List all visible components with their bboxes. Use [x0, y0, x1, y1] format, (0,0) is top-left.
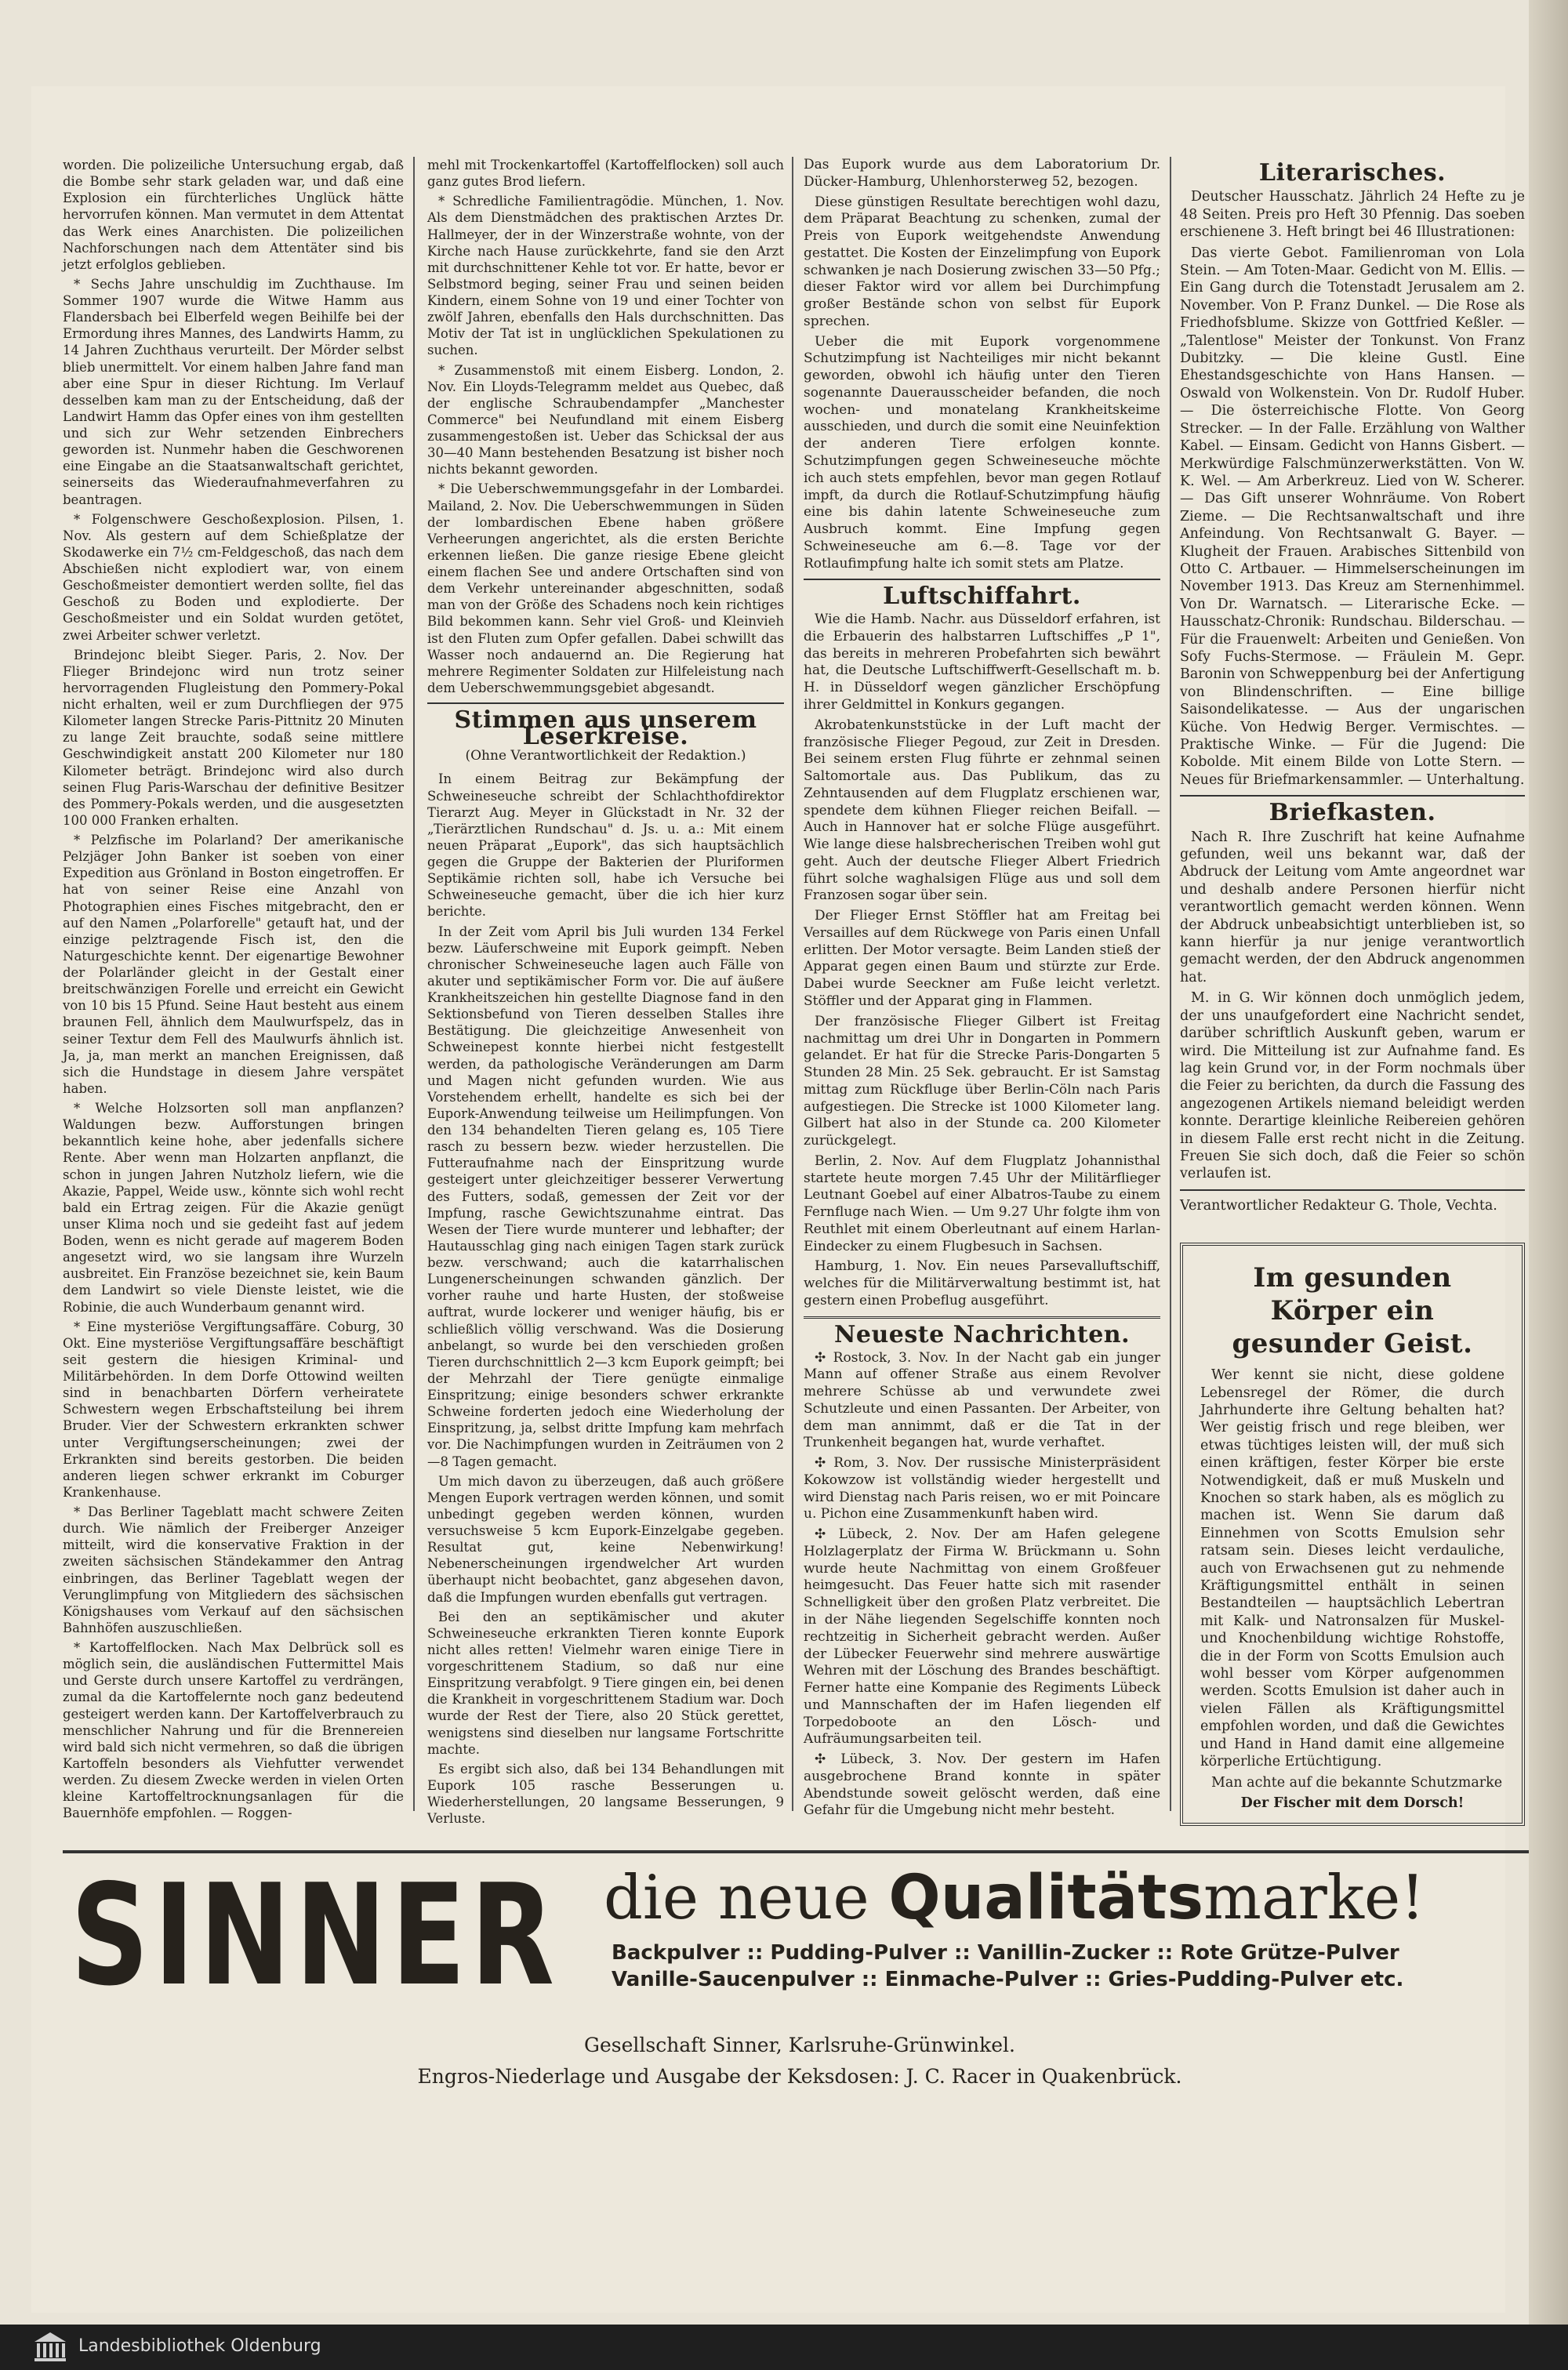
article-paragraph: Nach R. Ihre Zuschrift hat keine Aufnahme gefunden, weil uns bekannt war, daß der Abdruck der Leitung vom Amte angeordnet war und deshalb andere Personen hierfür nicht verantwortlich gemacht werden können. Wenn der Abdruck unbeabsichtigt unterblieben ist, so kann hierfür ja nur jenige verantwortlich gemacht werden, der den Abdruck angenommen hat. [1180, 829, 1525, 985]
advert-brand: SINNER [71, 1854, 560, 2016]
section-rule [804, 579, 1160, 580]
article-paragraph: * Zusammenstoß mit einem Eisberg. London, 2. Nov. Ein Lloyds-Telegramm meldet aus Quebec, daß der englische Schraubendampfer „Manchester Commerce" bei Neufundland mit einem Eisberg zusammengestoßen ist. Ueber das Schicksal der aus 30—40 Mann bestehenden Besatzung ist bisher noch nichts bekannt geworden. [427, 362, 784, 477]
article-paragraph: Der Flieger Ernst Stöffler hat am Freitag bei Versailles auf dem Rückwege von Paris einen Unfall erlitten. Der Motor versagte. Beim Landen stieß der Apparat gegen einen Baum und stürzte zur Erde. Dabei wurde Seeckner am Fuße leicht verletzt. Stöffler und der Apparat ging in Flammen. [804, 908, 1160, 1009]
slogan-suffix: marke! [1203, 1863, 1425, 1933]
article-paragraph: M. in G. Wir können doch unmöglich jedem, der uns unaufgefordert eine Nachricht sendet, darüber schriftlich Auskunft geben, warum er wird. Die Mitteilung ist zur Aufnahme fand. Es lag kein Grund vor, in der Form nochmals über die Feier zu berichten, da durch die Fassung des angezogenen Artikels niemand beleidigt werden konnte. Derartige kleinliche Reibereien gehören in diesem Falle erst recht nicht in die Zeitung. Freuen Sie sich doch, daß die Feier so schön verlaufen ist. [1180, 990, 1525, 1182]
section-heading-literarisches: Literarisches. [1258, 159, 1446, 187]
article-paragraph: Berlin, 2. Nov. Auf dem Flugplatz Johannisthal startete heute morgen 7.45 Uhr der Militärflieger Leutnant Goebel auf einer Albatros-Taube zu einem Fernfluge nach Wien. — Um 9.27 Uhr folgte ihm von Reuthlet mit einem Oberleutnant auf einem Harlan-Eindecker zu einem Flugbesuch in Sachsen. [804, 1152, 1160, 1254]
section-rule [1180, 795, 1525, 797]
article-paragraph: Ueber die mit Eupork vorgenommene Schutzimpfung ist Nachteiliges mir nicht bekannt geworden, obwohl ich häufig unter den Tieren sogenannte Dauerausscheider befanden, die noch wochen- und monatelang Krankheitskeime ausschieden, und durch die somit eine Neuinfektion der anderen Tiere erfolgen konnte. Schutzimpfungen gegen Schweineseuche möchte ich auch stets empfehlen, bevor man gegen Rotlauf impft, da durch die Rotlauf-Schutzimpfung häufig eine bis dahin latente Schweineseuche zum Ausbruch kommt. Eine Impfung gegen Schweineseuche am 6.—8. Tage vor der Rotlaufimpfung halte ich somit stets am Platze. [804, 333, 1160, 572]
article-paragraph: Das vierte Gebot. Familienroman von Lola Stein. — Am Toten-Maar. Gedicht von M. Ellis. — Ein Gang durch die Totenstadt Jerusalem am 2. November. Von P. Franz Dunkel. — Die Rose als Friedhofsblume. Skizze von Gottfried Keßler. — „Talentlose" Meister der Tonkunst. Von Franz Dubitzky. — Die kleine Gustl. Eine Ehestandsgeschichte von Hans Hansen. — Oswald von Wolkenstein. Von Dr. Rudolf Huber. — Die österreichische Flotte. Von Georg Strecker. — In der Falle. Erzählung von Walther Kabel. — Einsam. Gedicht von Hanns Gisbert. — Merkwürdige Falschmünzerwerkstätten. Von W. K. Wel. — Am Arberkreuz. Lied von W. Scherer. — Das Gift unserer Wohnräume. Von Robert Zieme. — Die Rechtsanwaltschaft und ihre Anfeindung. Von Rechtsanwalt G. Bayer. — Klugheit der Frauen. Arabisches Sittenbild von Otto C. Artbauer. — Himmelserscheinungen im November 1913. Das Kreuz am Sternenhimmel. Von Dr. Warnatsch. — Literarische Ecke. — Hausschatz-Chronik: Rundschau. Bilderschau. — Für die Frauenwelt: Arbeiten und Genießen. Von Sofy Fuchs-Stermose. — Fräulein M. Gepr. Baronin von Schweppenburg bei der Anfertigung von Blindenschriften. — Eine billige Saisondelikatesse. — Aus der ungarischen Küche. Von Hedwig Berger. Vermischtes. — Praktische Winke. — Für die Jugend: Die Kobolde. Mit einem Bilde von Lotte Stern. — Neues für Briefmarkensammler. — Unterhaltung. [1180, 245, 1525, 788]
article-paragraph: * Die Ueberschwemmungsgefahr in der Lombardei. Mailand, 2. Nov. Die Ueberschwemmungen in Süden der lombardischen Ebene haben größere Verheerungen angerichtet, als die ersten Berichte erkennen ließen. Die ganze riesige Ebene gleicht einem flachen See und andere Ortschaften sind von dem Verkehr untereinander abgeschnitten, sodaß man von der Größe des Schadens noch kein richtiges Bild bekommen kann. Sehr viel Groß- und Kleinvieh ist den Fluten zum Opfer gefallen. Dabei schwillt das Wasser noch andauernd an. Die Regierung hat mehrere Regimenter Soldaten zur Hilfeleistung nach dem Ueberschwemmungsgebiet abgesandt. [427, 481, 784, 695]
article-paragraph: Um mich davon zu überzeugen, daß auch größere Mengen Eupork vertragen werden können, und somit unbedingt gegeben werden können, wurden versuchsweise 5 kcm Eupork-Einzelgabe gegeben. Resultat gut, keine Nebenwirkung! Nebenerscheinungen irgendwelcher Art wurden überhaupt nicht beobachtet, ganz abgesehen davon, daß die Impfungen wurden ebenfalls gut vertragen. [427, 1473, 784, 1605]
article-paragraph: mehl mit Trockenkartoffel (Kartoffelflocken) soll auch ganz gutes Brod liefern. [427, 158, 784, 190]
article-paragraph: Der französische Flieger Gilbert ist Freitag nachmittag um drei Uhr in Dongarten in Pommern gelandet. Er hat für die Strecke Paris-Dongarten 5 Stunden 28 Min. 25 Sek. gebraucht. Er ist Samstag mittag zum Rückfluge über Berlin-Cöln nach Paris aufgestiegen. Die Strecke ist 1000 Kilometer lang. Gilbert hat also in der Stunde ca. 200 Kilometer zurückgelegt. [804, 1013, 1160, 1149]
article-paragraph: Deutscher Hausschatz. Jährlich 24 Hefte zu je 48 Seiten. Preis pro Heft 30 Pfennig. Das soeben erschienene 3. Heft bringt bei 46 Illustrationen: [1180, 189, 1525, 241]
section-rule [427, 702, 784, 704]
section-heading-stimmen: Stimmen aus unserem Leserkreise. [454, 706, 757, 751]
section-rule [804, 1316, 1160, 1319]
article-paragraph: * Folgenschwere Geschoßexplosion. Pilsen, 1. Nov. Als gestern auf dem Schießplatze der Skodawerke ein 7½ cm-Feldgeschoß, das nach dem Abschießen nicht explodiert war, von einem Geschoßmeister demontiert werden sollte, fiel das Geschoß zu Boden und explodierte. Der Geschoßmeister und ein Soldat wurden getötet, zwei Arbeiter schwer verletzt. [63, 511, 404, 643]
editor-line: Verantwortlicher Redakteur G. Thole, Vechta. [1180, 1197, 1497, 1214]
section-note: (Ohne Verantwortlichkeit der Redaktion.) [465, 748, 746, 764]
advert-paragraph: Wer kennt sie nicht, diese goldene Lebensregel der Römer, die durch Jahrhunderte ihre Geltung behalten hat? Wer geistig frisch und rege bleiben, wer etwas tüchtiges leisten will, der muß sich einen kräftigen, fester Körper bie erste Notwendigkeit, daß er muß Muskeln und Knochen so stark haben, als es möglich zu machen ist. Wenn Sie darum daß Einnehmen von Scotts Emulsion sehr ratsam sein. Dieses leicht verdauliche, auch von Erwachsenen gut zu nehmende Kräftigungsmittel enthält in seinen Bestandteilen — hauptsächlich Lebertran mit Kalk- und Natronsalzen für Muskel- und Knochenbildung wichtige Rohstoffe, die in der Form von Scotts Emulsion auch wohl besser vom Körper aufgenommen werden. Scotts Emulsion ist daher auch in vielen Fällen als Kräftigungsmittel empfohlen worden, und daß die Gewichtes und Hand in Hand damit eine allgemeine körperliche Ertüchtigung. [1200, 1367, 1504, 1770]
news-item: ✣ Rom, 3. Nov. Der russische Ministerpräsident Kokowzow ist vollständig wieder hergestellt und wird Dienstag nach Paris reisen, wo er mit Poincare u. Pichon eine Zusammenkunft haben wird. [804, 1455, 1160, 1523]
library-name: Landesbibliothek Oldenburg [78, 2336, 321, 2356]
article-paragraph: Das Eupork wurde aus dem Laboratorium Dr. Dücker-Hamburg, Uhlenhorsterweg 52, bezogen. [804, 157, 1160, 190]
article-paragraph: Brindejonc bleibt Sieger. Paris, 2. Nov. Der Flieger Brindejonc wird nun trotz seiner hervorragenden Flugleistung den Pommery-Pokal nicht erhalten, weil er zum Durchfliegen der 975 Kilometer langen Strecke Paris-Pittnitz 20 Minuten zu lange Zeit brauchte, sodaß seine mittlere Geschwindigkeit anstatt 200 Kilometer nur 180 Kilometer beträgt. Brindejonc wird also durch seinen Flug Paris-Warschau der definitive Besitzer des Pommery-Pokals werden, und die ausgesetzten 100 000 Franken erhalten. [63, 647, 404, 828]
newspaper-page [31, 86, 1525, 2313]
article-paragraph: Diese günstigen Resultate berechtigen wohl dazu, dem Präparat Beachtung zu schenken, zumal der Preis von Eupork weitgehendste Anwendung gestattet. Die Kosten der Einzelimpfung von Eupork schwanken je nach Dosierung zwischen 33—50 Pfg.; dieser Faktor wird vor allem bei Durchimpfung großer Bestände schon von selbst für Eupork sprechen. [804, 194, 1160, 329]
page-fold-shadow [1529, 0, 1568, 2370]
library-footer [0, 2325, 1568, 2370]
article-paragraph: * Welche Holzsorten soll man anpflanzen? Waldungen bezw. Aufforstungen bringen bekanntlich keine hohe, aber jedenfalls sichere Rente. Aber wenn man Holzarten anpflanzt, die schon in jungen Jahren Nutzholz liefern, wie die Akazie, Pappel, Weide usw., könnte sich wohl recht bald ein Ertrag zeigen. Für die Akazie genügt unser Klima noch und sie gedeiht fast auf jedem Boden, wenn es nicht gerade auf magerem Boden angesetzt wird, wo sie langsam ihre Wurzeln ausbreitet. Ein Französe bezeichnet sie, kein Baum dem Landwirt so viele Dienste leistet, wie die Robinie, die auch Wunderbaum genannt wird. [63, 1101, 404, 1315]
article-paragraph: Wie die Hamb. Nachr. aus Düsseldorf erfahren, ist die Erbauerin des halbstarren Luftschiffes „P 1", das bereits in mehreren Probefahrten sich bewährt hat, die Deutsche Luftschiffwerft-Gesellschaft m. b. H. in Düsseldorf wegen gänzlicher Erschöpfung ihrer Geldmittel in Konkurs gegangen. [804, 612, 1160, 713]
section-heading-luftschiffahrt: Luftschiffahrt. [883, 583, 1081, 611]
column-2 [427, 157, 784, 1830]
products-line: Vanille-Saucenpulver :: Einmache-Pulver :: Gries-Pudding-Pulver etc. [612, 1968, 1404, 1991]
article-paragraph: * Das Berliner Tageblatt macht schwere Zeiten durch. Wie nämlich der Freiberger Anzeiger mitteilt, wird die konservative Fraktion in der zweiten sächsischen Ständekammer den Antrag einbringen, das Berliner Tageblatt wegen der Verunglimpfung von Mitgliedern des sächsischen Königshauses vom Verkauf auf den sächsischen Bahnhöfen auszuschließen. [63, 1504, 404, 1635]
advert-trademark: Der Fischer mit dem Dorsch! [1240, 1795, 1465, 1811]
advert-heading: Im gesunden Körper ein gesunder Geist. [1232, 1262, 1473, 1360]
article-paragraph: Akrobatenkunststücke in der Luft macht der französische Flieger Pegoud, zur Zeit in Dresden. Bei seinem ersten Flug führte er zehnmal seinen Saltomortale aus. Das Publikum, das zu Zehntausenden auf dem Flugplatz erschienen war, spendete dem kühnen Flieger reichen Beifall. — Auch in Hannover hat er solche Flüge ausgeführt. Wie lange diese halsbrecherischen Treiben wohl gut geht. Auch der deutsche Flieger Albert Friedrich führt solche waghalsigen Flüge aus und soll dem Franzosen sogar über sein. [804, 717, 1160, 904]
article-paragraph: * Pelzfische im Polarland? Der amerikanische Pelzjäger John Banker ist soeben von einer Expedition aus Grönland in Boston eingetroffen. Er hat von seiner Reise eine Anzahl von Photographien eines Fisches mitgebracht, den er auf den Namen „Polarforelle" getauft hat, und der einzige pelztragende Fisch ist, den die Naturgeschichte kennt. Der eigenartige Bewohner der Polarländer gleicht in der Gestalt einer breitschwänzigen Forelle und erreicht ein Gewicht von 10 bis 15 Pfund. Seine Haut besteht aus einem braunen Fell, ähnlich dem Maulwurfspelz, das in seiner Textur dem Fell des Maulwurfs ähnlich ist. Ja, ja, man merkt an manchen Ereignissen, daß sich die Hundstage in diesem Jahre verspätet haben. [63, 833, 404, 1096]
column-3 [804, 157, 1160, 1823]
library-building-icon [33, 2331, 67, 2362]
column-divider [1170, 157, 1171, 1811]
article-paragraph: * Schredliche Familientragödie. München, 1. Nov. Als dem Dienstmädchen des praktischen Arztes Dr. Hallmeyer, der in der Winzerstraße wohnte, von der Kirche nach Hause zurückkehrte, fand sie den Arzt mit durchschnittener Kehle tot vor. Er hatte, bevor er Selbstmord beging, seiner Frau und seinen beiden Kindern, einem Sohne von 19 und einer Tochter von zwölf Jahren, ebenfalls den Hals durchschnitten. Das Motiv der Tat ist in unglücklichen Spekulationen zu suchen. [427, 194, 784, 358]
article-paragraph: In einem Beitrag zur Bekämpfung der Schweineseuche schreibt der Schlachthofdirektor Tierarzt Aug. Meyer in Glückstadt in Nr. 32 der „Tierärztlichen Rundschau" d. Js. u. a.: Mit einem neuen Präparat „Eupork", das sich hauptsächlich gegen die Gruppe der Bakterien der Pluriformen Septikämie richten soll, habe ich Versuche bei Schweineseuche gemacht, über die ich hier kurz berichte. [427, 771, 784, 920]
article-paragraph: worden. Die polizeiliche Untersuchung ergab, daß die Bombe sehr stark geladen war, und daß eine Explosion ein fürchterliches Unglück hätte hervorrufen können. Man vermutet in dem Attentat das Werk eines Anarchisten. Die polizeilichen Nachforschungen nach dem Attentäter sind bis jetzt erfolglos geblieben. [63, 158, 404, 272]
column-divider [792, 157, 793, 1811]
news-item: ✣ Rostock, 3. Nov. In der Nacht gab ein junger Mann auf offener Straße aus einem Revolver mehrere Schüsse ab und verwundete zwei Schutzleute und einen Passanten. Der Arbeiter, von dem man annimmt, daß er die Tat in der Trunkenheit begangen hat, wurde verhaftet. [804, 1349, 1160, 1451]
article-paragraph: * Kartoffelflocken. Nach Max Delbrück soll es möglich sein, die ausländischen Futtermittel Mais und Gerste durch unsere Kartoffel zu verdrängen, zumal da die Kartoffelernte noch ganz bedeutend gesteigert werden kann. Der Kartoffelverbrauch zu menschlicher Nahrung und für die Brennereien wird bald sich nicht vermehren, so daß die übrigen Kartoffeln besonders als Viehfutter verwendet werden. Zu diesem Zwecke werden in vielen Orten kleine Kartoffeltrocknungsanlagen für die Bauernhöfe empfohlen. — Roggen- [63, 1640, 404, 1821]
products-line: Backpulver :: Pudding-Pulver :: Vanillin-Zucker :: Rote Grütze-Pulver [612, 1941, 1399, 1965]
article-paragraph: In der Zeit vom April bis Juli wurden 134 Ferkel bezw. Läuferschweine mit Eupork geimpft. Neben chronischer Schweineseuche lagen auch Fälle von akuter und septikämischer Form vor. Die auf äußere Krankheitszeichen hin gestellte Diagnose fand in den Sektionsbefund von Tieren desselben Stalles ihre Bestätigung. Die gleichzeitige Anwesenheit von Schweinepest konnte hierbei nicht festgestellt werden, da pathologische Veränderungen am Darm und Magen nicht gefunden wurden. Wie aus Vorstehendem erhellt, handelte es sich bei der Eupork-Anwendung teilweise um Heilimpfungen. Von den 134 behandelten Tieren gelang es, 105 Tiere rasch zu bessern bezw. wieder herzustellen. Die Futteraufnahme nach der Einspritzung wurde gesteigert unter gleichzeitiger besserer Verwertung des Futters, sodaß, gemessen der Zeit vor der Impfung, rasche Gewichtszunahme eintrat. Das Wesen der Tiere wurde munterer und lebhafter; der Hautausschlag ging nach einigen Tagen stark zurück bezw. verschwand; auch die katarrhalischen Lungenerscheinungen schwanden gänzlich. Der vorher rauhe und harte Husten, der stoßweise auftrat, wurde lockerer und weniger häufig, bis er schließlich völlig verschwand. Was die Dosierung anbelangt, so wurde bei den verschieden großen Tieren durchschnittlich 2—3 kcm Eupork geimpft; bei der Mehrzahl der Tiere genügte einmalige Einspritzung; einige besonders schwer erkrankte Schweine forderten jedoch eine Wiederholung der Einspritzung, ja, selbst dritte Impfung kam mehrfach vor. Die Nachimpfungen wurden in Zeiträumen von 2—8 Tagen gemacht. [427, 924, 784, 1469]
sinner-advert [63, 1850, 1537, 2112]
section-heading-briefkasten: Briefkasten. [1269, 799, 1436, 827]
article-paragraph: * Sechs Jahre unschuldig im Zuchthause. Im Sommer 1907 wurde die Witwe Hamm aus Flandersbach bei Elberfeld wegen Beihilfe bei der Ermordung ihres Mannes, des Landwirts Hamm, zu 14 Jahren Zuchthaus verurteilt. Der Mörder selbst blieb unermittelt. Vor einem halben Jahre fand man aber eine Spur in dieser Richtung. Im Verlauf desselben kam man zu der Entscheidung, daß der Landwirt Hamm das Opfer eines von ihm gestellten und sich zur Wehr setzenden Einbrechers geworden ist. Nunmehr haben die Geschworenen eine Eingabe an die Staatsanwaltschaft gerichtet, seinerseits das Wiederaufnahmeverfahren zu beantragen. [63, 276, 404, 507]
article-paragraph: Es ergibt sich also, daß bei 134 Behandlungen mit Eupork 105 rasche Besserungen u. Wiederherstellungen, 20 langsame Besserungen, 9 Verluste. [427, 1761, 784, 1827]
news-item: ✣ Lübeck, 3. Nov. Der gestern im Hafen ausgebrochene Brand konnte in später Abendstunde soweit gelöscht werden, daß eine Gefahr für die Umgebung nicht mehr besteht. [804, 1751, 1160, 1819]
column-4 [1180, 157, 1525, 1826]
advert-company: Gesellschaft Sinner, Karlsruhe-Grünwinkel. [584, 2034, 1015, 2056]
slogan-bold: Qualitäts [888, 1863, 1203, 1933]
advert-products [612, 1940, 1544, 1993]
article-paragraph: * Eine mysteriöse Vergiftungsaffäre. Coburg, 30 Okt. Eine mysteriöse Vergiftungsaffäre beschäftigt seit gestern die hiesigen Kriminal- und Militärbehörden. In dem Dorfe Ottowind weilten sind in benachbarten Dörfern verheiratete Schwestern wegen Erbschaftsteilung bei ihrem Bruder. Vier der Schwestern erkrankten schwer unter Vergiftungserscheinungen; zwei der Erkrankten sind bereits gestorben. Die beiden anderen liegen schwer erkrankt im Coburger Krankenhause. [63, 1319, 404, 1500]
column-1 [63, 157, 404, 1824]
scotts-emulsion-advert [1180, 1243, 1525, 1826]
advert-paragraph: Man achte auf die bekannte Schutzmarke [1211, 1774, 1503, 1791]
advert-slogan [604, 1863, 1425, 1933]
advert-depot: Engros-Niederlage und Ausgabe der Keksdosen: J. C. Racer in Quakenbrück. [417, 2065, 1182, 2088]
article-paragraph: Hamburg, 1. Nov. Ein neues Parsevalluftschiff, welches für die Militärverwaltung bestimmt ist, hat gestern einen Probeflug ausgeführt. [804, 1258, 1160, 1308]
article-paragraph: Bei den an septikämischer und akuter Schweineseuche erkrankten Tieren konnte Eupork nicht alles retten! Vielmehr waren einige Tiere in vorgeschrittenem Stadium, so daß nur eine Einspritzung verabfolgt. 9 Tiere gingen ein, bei denen die Krankheit in vorgeschrittenem Stadium war. Doch wurde der Rest der Tiere, also 20 Stück gerettet, wenigstens sind dieselben nur langsame Fortschritte machte. [427, 1609, 784, 1757]
column-divider [413, 157, 415, 1811]
news-item: ✣ Lübeck, 2. Nov. Der am Hafen gelegene Holzlagerplatz der Firma W. Brückmann u. Sohn wurde heute Nachmittag von einem Großfeuer heimgesucht. Das Feuer hatte sich mit rasender Schnelligkeit über den großen Platz verbreitet. Die in der Nähe liegenden Segelschiffe konnten noch rechtzeitig in Sicherheit gebracht werden. Außer der Lübecker Feuerwehr sind mehrere auswärtige Wehren mit der Löschung des Brandes beschäftigt. Ferner hatte eine Kompanie des Regiments Lübeck und Mannschaften der im Hafen liegenden elf Torpedoboote an den Lösch- und Aufräumungsarbeiten teil. [804, 1526, 1160, 1748]
section-heading-neueste: Neueste Nachrichten. [833, 1320, 1131, 1348]
slogan-prefix: die neue [604, 1863, 889, 1933]
section-rule [1180, 1189, 1525, 1191]
